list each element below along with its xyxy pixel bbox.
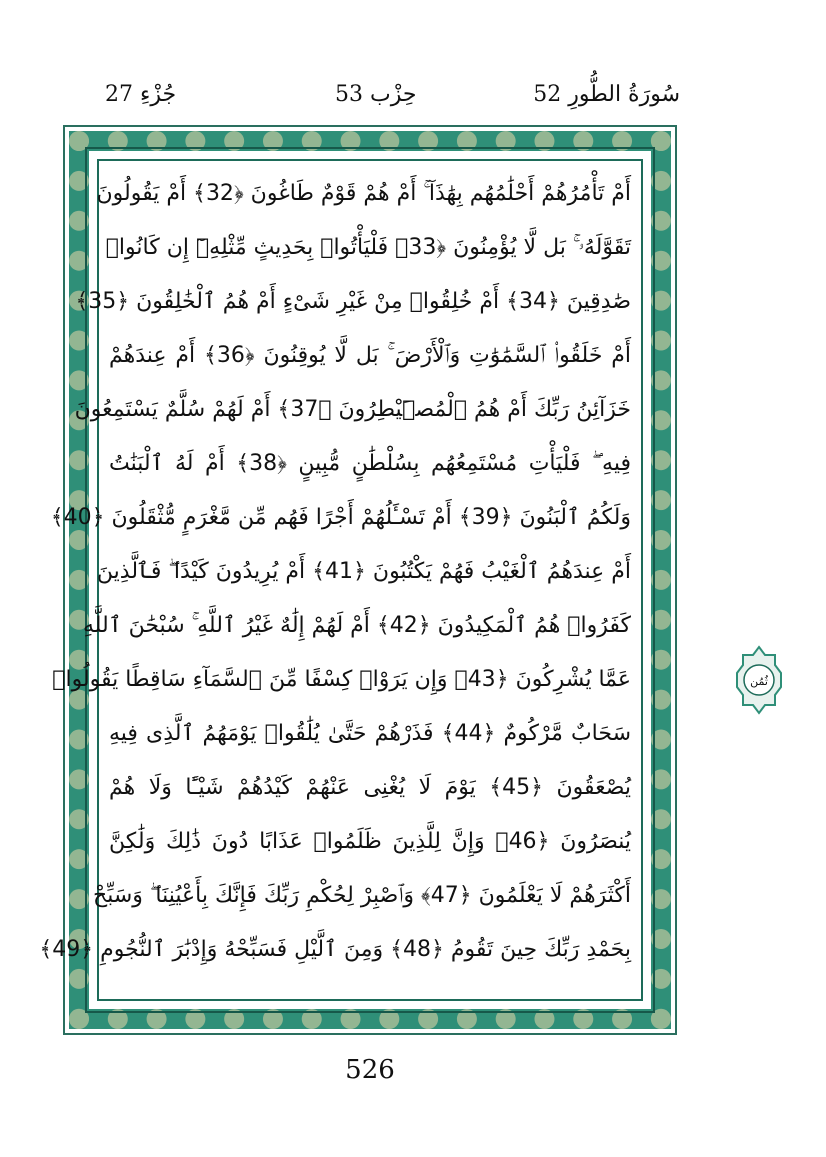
text-line: بِحَمْدِ رَبِّكَ حِينَ تَقُومُ ﴿48﴾ وَمِنَ ٱلَّيْلِ فَسَبِّحْهُ وَإِدْبَٰرَ ٱلنُّجُومِ ﴿49﴾	[39, 937, 631, 962]
text-line: أَمْ عِندَهُمُ ٱلْغَيْبُ فَهُمْ يَكْتُبُونَ ﴿41﴾ أَمْ يُرِيدُونَ كَيْدًا ۖ فَٱلَّذِينَ	[96, 559, 631, 584]
text-line: خَزَآئِنُ رَبِّكَ أَمْ هُمُ ٱلْمُصَۣيْطِرُونَ ﴿37﴾ أَمْ لَهُمْ سُلَّمٌ يَسْتَمِعُونَ	[74, 397, 631, 422]
text-line: يُصْعَقُونَ ﴿45﴾ يَوْمَ لَا يُغْنِى عَنْهُمْ كَيْدُهُمْ شَيْـًٔا وَلَا هُمْ	[109, 775, 631, 800]
page-number: 526	[345, 1055, 395, 1085]
page-header	[105, 82, 680, 116]
quran-text	[39, 163, 639, 997]
text-line: وَلَكُمُ ٱلْبَنُونَ ﴿39﴾ أَمْ تَسْـَٔلُهُمْ أَجْرًا فَهُم مِّن مَّغْرَمٍ مُّثْقَلُونَ ﴿40﴾	[50, 505, 631, 530]
hizb-label: حِزْب 53	[335, 82, 417, 107]
surah-label: 52 سُورَةُ الطُّورِ	[533, 82, 680, 107]
text-line: تَقَوَّلَهُۥ ۚ بَل لَّا يُؤْمِنُونَ ﴿33﴾ فَلْيَأْتُوا۟ بِحَدِيثٍ مِّثْلِهِۦٓ إِن كَانُوا۟	[105, 235, 631, 260]
thumun-label: ثُمُن	[750, 675, 768, 688]
text-line: أَمْ خَلَقُوا۟ ٱلسَّمَٰوَٰتِ وَٱلْأَرْضَ ۚ بَل لَّا يُوقِنُونَ ﴿36﴾ أَمْ عِندَهُمْ	[109, 343, 632, 368]
text-line: أَكْثَرَهُمْ لَا يَعْلَمُونَ ﴿47﴾ وَٱصْبِرْ لِحُكْمِ رَبِّكَ فَإِنَّكَ بِأَعْيُنِنَا ۖ وَسَبِّحْ	[93, 883, 631, 908]
page-frame	[39, 125, 677, 1035]
text-line: أَمْ تَأْمُرُهُمْ أَحْلَٰمُهُم بِهَٰذَآ ۚ أَمْ هُمْ قَوْمٌ طَاغُونَ ﴿32﴾ أَمْ يَقُولُونَ	[96, 181, 631, 206]
text-line: يُنصَرُونَ ﴿46﴾ وَإِنَّ لِلَّذِينَ ظَلَمُوا۟ عَذَابًا دُونَ ذَٰلِكَ وَلَٰكِنَّ	[109, 829, 631, 854]
juz-label: جُزْءِ 27	[105, 82, 177, 107]
text-line: سَحَابٌ مَّرْكُومٌ ﴿44﴾ فَذَرْهُمْ حَتَّىٰ يُلَٰقُوا۟ يَوْمَهُمُ ٱلَّذِى فِيهِ	[109, 721, 631, 746]
text-line: فِيهِ ۖ فَلْيَأْتِ مُسْتَمِعُهُم بِسُلْطَٰنٍ مُّبِينٍ ﴿38﴾ أَمْ لَهُ ٱلْبَنَٰتُ	[109, 451, 632, 476]
text-line: عَمَّا يُشْرِكُونَ ﴿43﴾ وَإِن يَرَوْا۟ كِسْفًا مِّنَ ٱلسَّمَآءِ سَاقِطًا يَقُولُوا۟	[52, 667, 631, 692]
text-line: كَفَرُوا۟ هُمُ ٱلْمَكِيدُونَ ﴿42﴾ أَمْ لَهُمْ إِلَٰهٌ غَيْرُ ٱللَّهِ ۚ سُبْحَٰنَ ٱللَّهِ	[82, 613, 631, 638]
thumun-marker-icon	[735, 645, 783, 715]
text-line: صَٰدِقِينَ ﴿34﴾ أَمْ خُلِقُوا۟ مِنْ غَيْرِ شَىْءٍ أَمْ هُمُ ٱلْخَٰلِقُونَ ﴿35﴾	[75, 289, 631, 314]
